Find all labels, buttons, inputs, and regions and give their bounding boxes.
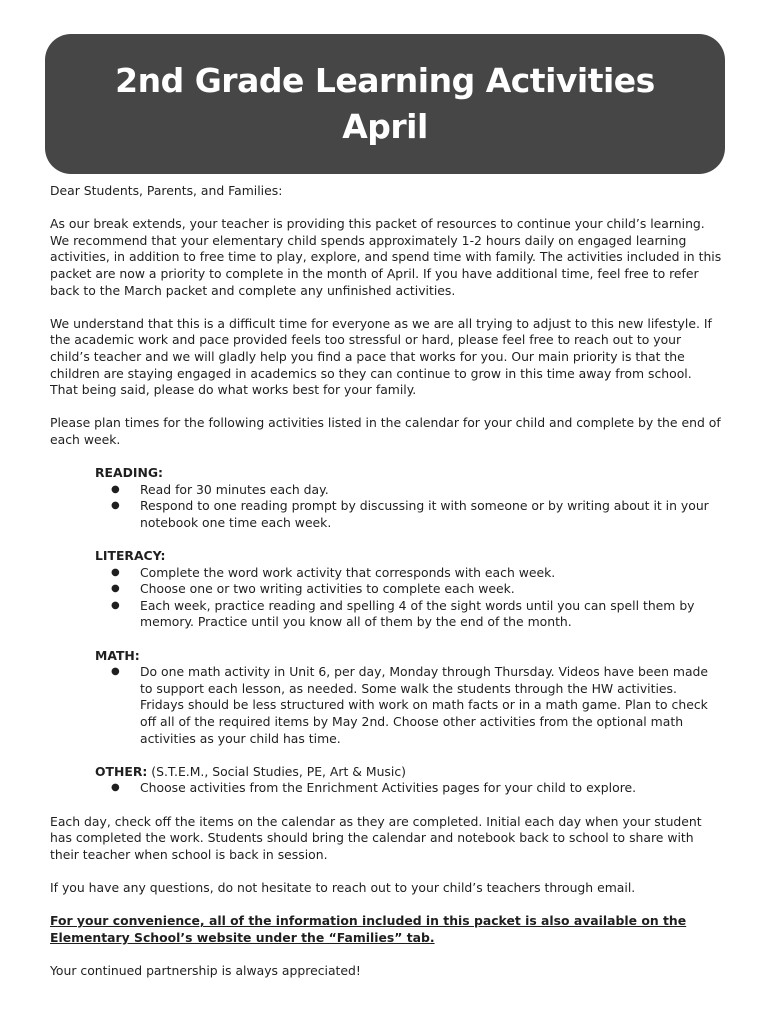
other-list (95, 780, 722, 797)
literacy-list (95, 565, 722, 631)
page-title: 2nd Grade Learning Activities (115, 61, 655, 100)
other-heading: OTHER: (95, 763, 148, 779)
bullet-icon: ● (111, 583, 120, 595)
bullet-icon: ● (111, 566, 120, 578)
bullet-icon: ● (111, 666, 120, 678)
list-item: ● Do one math activity in Unit 6, per day, Monday through Thursday. Videos have been made to support each lesson, as needed. Some walk the students through the HW activities. Fridays should be less structured with work on math facts or in a math game. Plan to check off all of the required items by May 2nd. Choose other activities from the optional math activities as your child has time. (111, 664, 709, 746)
bullet-icon: ● (111, 500, 120, 512)
questions-paragraph: If you have any questions, do not hesitate to reach out to your child’s teachers through email. (50, 879, 636, 895)
other-heading-note: (S.T.E.M., Social Studies, PE, Art & Music) (147, 763, 406, 779)
math-heading: MATH: (95, 647, 140, 663)
math-section (95, 648, 722, 748)
plan-paragraph: Please plan times for the following activities listed in the calendar for your child and complete by the end of each week. (50, 415, 721, 447)
calendar-paragraph: Each day, check off the items on the calendar as they are completed. Initial each day when your student has completed the work. Students should bring the calendar and notebook back to school to share with their teacher when school is back in session. (50, 813, 702, 862)
reading-heading: READING: (95, 465, 163, 481)
list-item: ● Each week, practice reading and spelling 4 of the sight words until you can spell them by memory. Practice until you know all of them by the end of the month. (111, 597, 695, 630)
list-item: ● Choose one or two writing activities to complete each week. (111, 581, 515, 597)
other-section (95, 764, 722, 797)
literacy-heading: LITERACY: (95, 548, 166, 564)
title-banner (45, 34, 725, 174)
reading-section (95, 465, 722, 531)
list-item: ● Choose activities from the Enrichment Activities pages for your child to explore. (111, 780, 637, 796)
list-item: ● Complete the word work activity that corresponds with each week. (111, 564, 556, 580)
list-item: ● Read for 30 minutes each day. (111, 481, 329, 497)
closing-line: Your continued partnership is always appreciated! (50, 962, 361, 978)
list-item: ● Respond to one reading prompt by discussing it with someone or by writing about it in your notebook one time each week. (111, 498, 709, 530)
bullet-icon: ● (111, 782, 120, 794)
greeting: Dear Students, Parents, and Families: (50, 183, 283, 198)
convenience-paragraph: For your convenience, all of the information included in this packet is also available on the Elementary School’s website under the “Families” tab. (50, 913, 687, 945)
bullet-icon: ● (111, 483, 120, 495)
page-subtitle-month: April (342, 107, 428, 146)
intro-paragraph: As our break extends, your teacher is providing this packet of resources to continue your child’s learning. We recommend that your elementary child spends approximately 1-2 hours daily on engaged learning activities, in addition to free time to play, explore, and spend time with family. The activities included in this packet are now a priority to complete in the month of April. If you have additional time, feel free to refer back to the March packet and complete any unfinished activities. (50, 216, 722, 298)
other-heading-row (95, 764, 722, 781)
literacy-section (95, 548, 722, 631)
reading-list (95, 482, 722, 532)
understand-paragraph: We understand that this is a difficult time for everyone as we are all trying to adjust to this new lifestyle. If the academic work and pace provided feels too stressful or hard, please feel free to reach out to your child’s teacher and we will gladly help you find a pace that works for you. Our main priority is that the children are staying engaged in academics so they can continue to grow in this time away from school. That being said, please do what works best for your family. (50, 315, 712, 398)
letter-body (50, 183, 722, 996)
math-list (95, 664, 722, 747)
bullet-icon: ● (111, 599, 120, 611)
